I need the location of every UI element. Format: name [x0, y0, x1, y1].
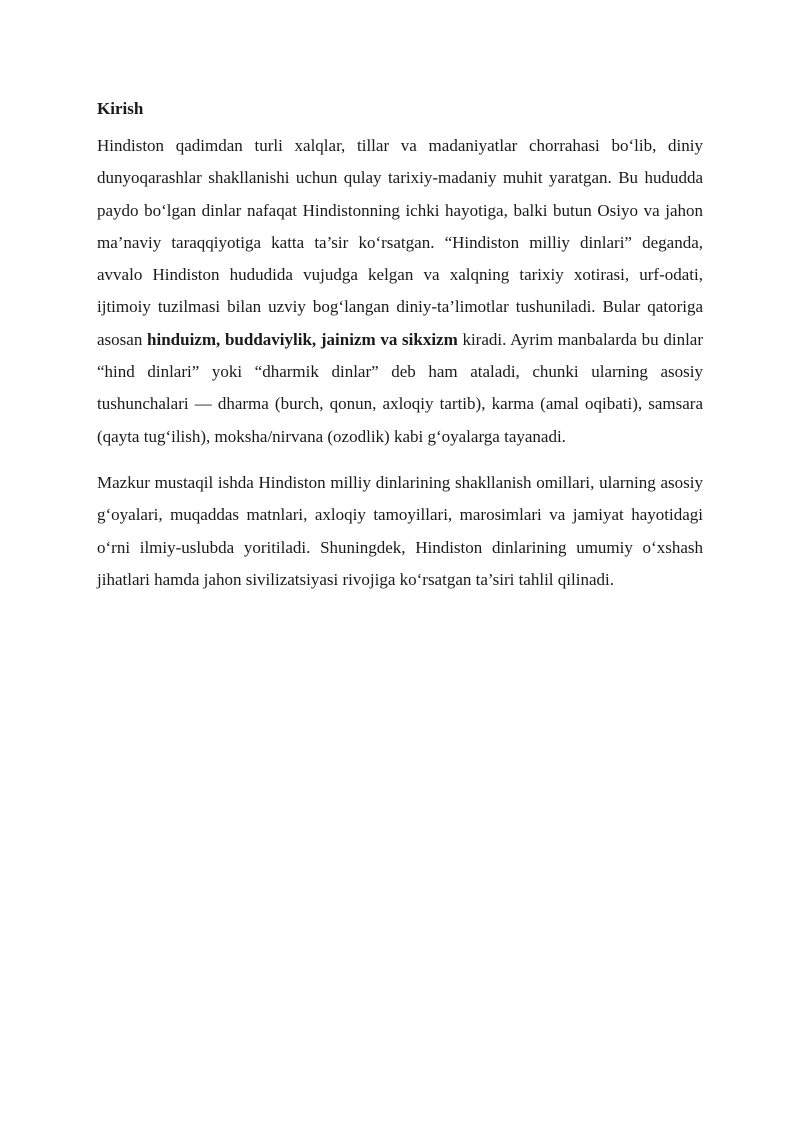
paragraph-intro-text-start: Hindiston qadimdan turli xalqlar, tillar va madaniyatlar chorrahasi bo‘lib, diniy dunyoqarashlar shakllanishi uchun qulay tarixiy-madaniy muhit yaratgan. Bu hududda paydo bo‘lgan dinlar nafaqat Hindistonning ichki hayotiga, balki butun Osiyo va jahon ma’naviy taraqqiyotiga katta ta’sir ko‘rsatgan. “Hindiston milliy dinlari” deganda, avvalo Hindiston hududida vujudga kelgan va xalqning tarixiy xotirasi, urf-odati, ijtimoiy tuzilmasi bilan uzviy bog‘langan diniy-ta’limotlar tushuniladi. Bular qatoriga asosan [97, 136, 703, 349]
paragraph-intro [97, 130, 703, 453]
paragraph-intro-bold-religions: hinduizm, buddaviylik, jainizm va sikxizm [147, 329, 458, 349]
paragraph-intro-text-end: kiradi. Ayrim manbalarda bu dinlar “hind dinlari” yoki “dharmik dinlar” deb ham ataladi, chunki ularning asosiy tushunchalari — dharma (burch, qonun, axloqiy tartib), karma (amal oqibati), samsara (qayta tug‘ilish), moksha/nirvana (ozodlik) kabi g‘oyalarga tayanadi. [97, 329, 703, 446]
paragraph-purpose: Mazkur mustaqil ishda Hindiston milliy dinlarining shakllanish omillari, ularning asosiy g‘oyalari, muqaddas matnlari, axloqiy tamoyillari, marosimlari va jamiyat hayotidagi o‘rni ilmiy-uslubda yoritiladi. Shuningdek, Hindiston dinlarining umumiy o‘xshash jihatlari hamda jahon sivilizatsiyasi rivojiga ko‘rsatgan ta’siri tahlil qilinadi. [97, 472, 703, 589]
document-body [97, 95, 703, 610]
section-heading: Kirish [97, 99, 144, 118]
